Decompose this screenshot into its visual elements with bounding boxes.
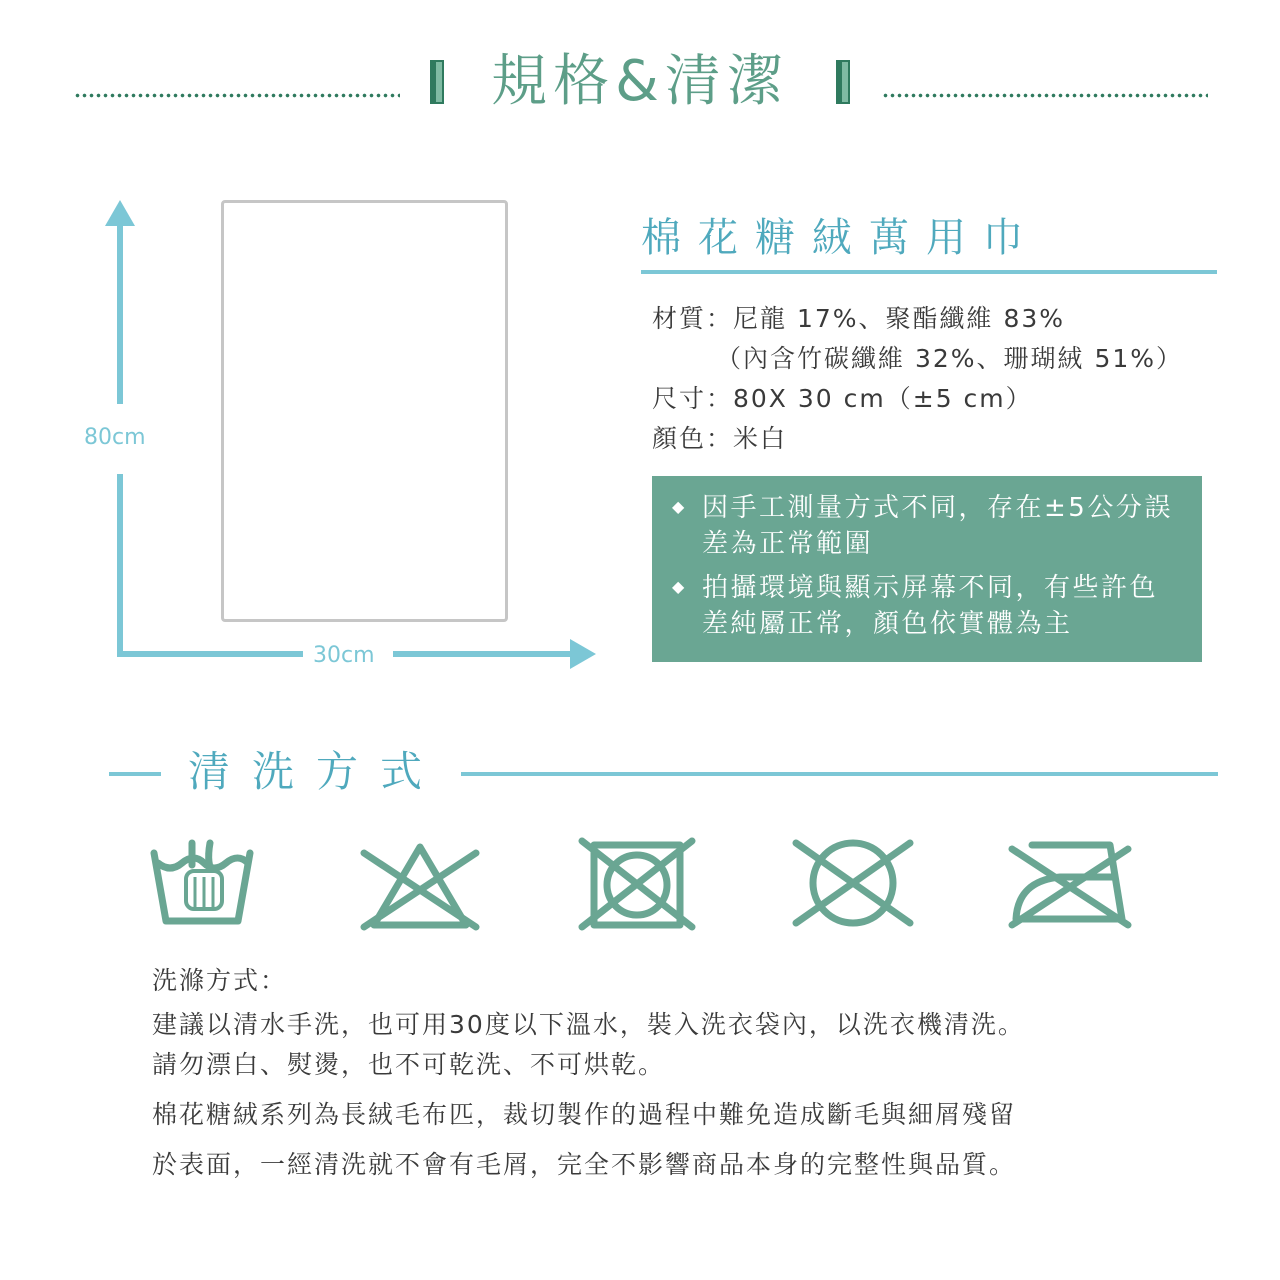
no-iron-icon bbox=[1008, 835, 1132, 931]
wash-instruction-line: 請勿漂白、熨燙，也不可乾洗、不可烘乾。 bbox=[152, 1050, 666, 1079]
diamond-bullet-icon: ◆ bbox=[672, 497, 685, 516]
no-tumble-dry-icon bbox=[578, 835, 696, 933]
header-bar-left bbox=[430, 60, 444, 104]
notice-box bbox=[652, 476, 1202, 662]
wash-method-label: 洗滌方式： bbox=[152, 966, 288, 995]
header-dots-right bbox=[882, 92, 1208, 99]
hand-wash-icon bbox=[148, 835, 258, 931]
wash-section-title: 清洗方式 bbox=[188, 747, 445, 796]
diamond-bullet-icon: ◆ bbox=[672, 577, 685, 596]
no-bleach-icon bbox=[358, 835, 482, 935]
height-line-top bbox=[117, 222, 123, 404]
wash-title-rule bbox=[461, 772, 1218, 776]
notice-line: 差純屬正常，顏色依實體為主 bbox=[702, 609, 1073, 639]
spec-material: 材質：尼龍 17%、聚酯纖維 83% bbox=[652, 304, 1066, 333]
height-line-bottom bbox=[117, 474, 123, 656]
header-dots-left bbox=[74, 92, 400, 99]
notice-item bbox=[670, 490, 1186, 562]
page-title: 規格&清潔 bbox=[491, 49, 789, 114]
spec-size: 尺寸：80Ⅹ 30 cm（±5 cm） bbox=[652, 384, 1033, 413]
product-name: 棉花糖絨萬用巾 bbox=[641, 215, 1040, 261]
towel-outline bbox=[221, 200, 508, 622]
width-line-left bbox=[117, 651, 303, 657]
arrow-right-icon bbox=[570, 639, 596, 669]
width-line-right bbox=[393, 651, 573, 657]
wash-note-line: 於表面，一經清洗就不會有毛屑，完全不影響商品本身的完整性與品質。 bbox=[152, 1150, 1017, 1179]
wash-note-line: 棉花糖絨系列為長絨毛布匹，裁切製作的過程中難免造成斷毛與細屑殘留 bbox=[152, 1100, 1017, 1129]
notice-line: 因手工測量方式不同，存在±5公分誤 bbox=[702, 493, 1173, 523]
product-title-rule bbox=[641, 270, 1217, 274]
header-bar-right bbox=[836, 60, 850, 104]
notice-line: 拍攝環境與顯示屏幕不同，有些許色 bbox=[702, 573, 1159, 603]
spec-material-detail: （內含竹碳纖維 32%、珊瑚絨 51%） bbox=[716, 344, 1184, 373]
spec-color: 顏色：米白 bbox=[652, 424, 788, 453]
notice-line: 差為正常範圍 bbox=[702, 529, 874, 559]
height-label: 80cm bbox=[84, 425, 146, 450]
wash-instruction-line: 建議以清水手洗，也可用30度以下溫水，裝入洗衣袋內，以洗衣機清洗。 bbox=[152, 1010, 1025, 1039]
wash-title-dash bbox=[109, 772, 161, 776]
width-label: 30cm bbox=[313, 643, 375, 668]
notice-item bbox=[670, 570, 1186, 642]
no-dry-clean-icon bbox=[790, 835, 916, 931]
